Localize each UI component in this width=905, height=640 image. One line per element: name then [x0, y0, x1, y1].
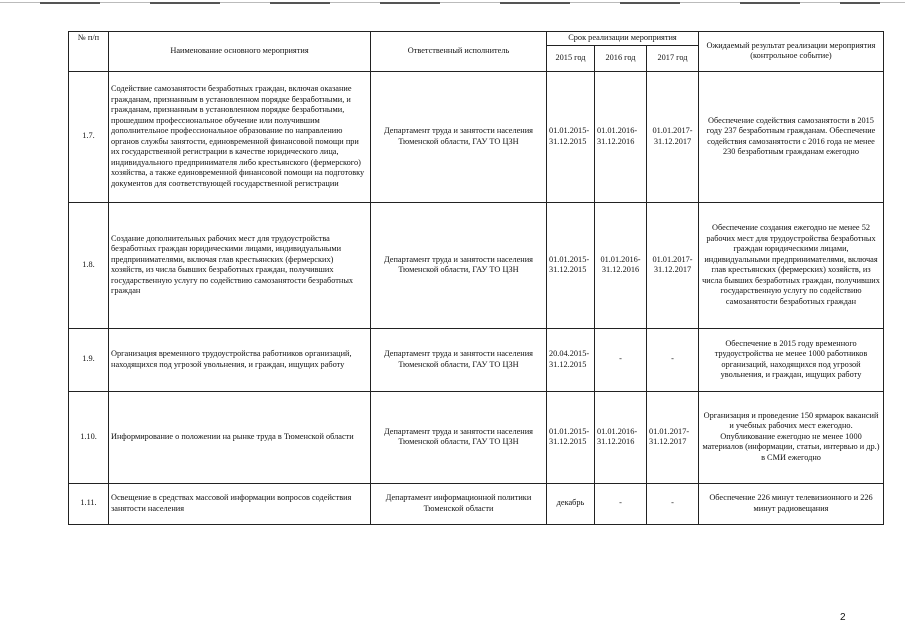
row-date-2015: 01.01.2015-31.12.2015	[547, 71, 595, 202]
table-row	[69, 483, 884, 524]
header-2015: 2015 год	[547, 45, 595, 71]
row-result: Обеспечение в 2015 году временного трудоустройства не менее 1000 работников организаций, находящихся под угрозой увольнения, и граждан, ищущих работу	[699, 328, 884, 391]
row-num: 1.8.	[69, 202, 109, 328]
row-date-2016: 01.01.2016-31.12.2016	[595, 71, 647, 202]
header-executor: Ответственный исполнитель	[371, 32, 547, 72]
row-date-2017: -	[647, 328, 699, 391]
row-date-2017: 01.01.2017-31.12.2017	[647, 71, 699, 202]
row-date-2017: -	[647, 483, 699, 524]
row-result: Обеспечение содействия самозанятости в 2015 году 237 безработным гражданам. Обеспечение содействия самозанятости с 2016 года не менее 230 безработным гражданам ежегодно	[699, 71, 884, 202]
page-number: 2	[840, 612, 846, 623]
row-executor: Департамент информационной политики Тюменской области	[371, 483, 547, 524]
top-scan-line	[0, 2, 905, 3]
row-description: Создание дополнительных рабочих мест для трудоустройства безработных граждан юридическими лицами, индивидуальными предпринимателями, включая глав крестьянских (фермерских) хозяйств, из числа бывших безработных граждан, получивших государственную услугу по содействию самозанятости безработных граждан	[109, 202, 371, 328]
row-executor: Департамент труда и занятости населения Тюменской области, ГАУ ТО ЦЗН	[371, 328, 547, 391]
row-executor: Департамент труда и занятости населения Тюменской области, ГАУ ТО ЦЗН	[371, 202, 547, 328]
header-result: Ожидаемый результат реализации мероприятия (контрольное событие)	[699, 32, 884, 72]
table-row	[69, 328, 884, 391]
table-row	[69, 71, 884, 202]
table-row	[69, 202, 884, 328]
row-date-2015: 20.04.2015-31.12.2015	[547, 328, 595, 391]
row-result: Организация и проведение 150 ярмарок вакансий и учебных рабочих мест ежегодно. Опубликование ежегодно не менее 1000 материалов (информации, статьи, интервью и др.) в СМИ ежегодно	[699, 391, 884, 483]
header-name: Наименование основного мероприятия	[109, 32, 371, 72]
row-result: Обеспечение 226 минут телевизионного и 226 минут радиовещания	[699, 483, 884, 524]
row-num: 1.7.	[69, 71, 109, 202]
row-date-2015: декабрь	[547, 483, 595, 524]
row-date-2015: 01.01.2015-31.12.2015	[547, 202, 595, 328]
row-num: 1.11.	[69, 483, 109, 524]
row-description: Организация временного трудоустройства работников организаций, находящихся под угрозой увольнения, и граждан, ищущих работу	[109, 328, 371, 391]
row-date-2017: 01.01.2017-31.12.2017	[647, 202, 699, 328]
row-description: Информирование о положении на рынке труда в Тюменской области	[109, 391, 371, 483]
header-row	[69, 32, 884, 46]
row-executor: Департамент труда и занятости населения Тюменской области, ГАУ ТО ЦЗН	[371, 71, 547, 202]
row-date-2015: 01.01.2015-31.12.2015	[547, 391, 595, 483]
row-executor: Департамент труда и занятости населения Тюменской области, ГАУ ТО ЦЗН	[371, 391, 547, 483]
row-description: Содействие самозанятости безработных граждан, включая оказание гражданам, признанным в установленном порядке безработными, и гражданам, признанным в установленном порядке безработными, прошедшим профессиональное обучение или получившим дополнительное профессиональное образование по направлению органов службы занятости, единовременной финансовой помощи при их государственной регистрации в качестве юридического лица, индивидуального предпринимателя либо крестьянского (фермерского) хозяйства, а также единовременной финансовой помощи на подготовку документов для соответствующей государственной регистрации	[109, 71, 371, 202]
row-date-2016: 01.01.2016-31.12.2016	[595, 391, 647, 483]
row-date-2016: 01.01.2016-31.12.2016	[595, 202, 647, 328]
row-date-2016: -	[595, 483, 647, 524]
header-num: № п/п	[69, 32, 109, 72]
row-description: Освещение в средствах массовой информации вопросов содействия занятости населения	[109, 483, 371, 524]
header-2016: 2016 год	[595, 45, 647, 71]
row-date-2016: -	[595, 328, 647, 391]
row-date-2017: 01.01.2017-31.12.2017	[647, 391, 699, 483]
header-2017: 2017 год	[647, 45, 699, 71]
activities-table	[68, 31, 884, 525]
header-period: Срок реализации мероприятия	[547, 32, 699, 46]
table-row	[69, 391, 884, 483]
row-num: 1.10.	[69, 391, 109, 483]
row-result: Обеспечение создания ежегодно не менее 52 рабочих мест для трудоустройства безработных граждан юридическими лицами, индивидуальными предпринимателями, включая глав крестьянских (фермерских) хозяйств, из числа бывших безработных граждан, получивших государственную услугу по содействию самозанятости безработных граждан	[699, 202, 884, 328]
row-num: 1.9.	[69, 328, 109, 391]
